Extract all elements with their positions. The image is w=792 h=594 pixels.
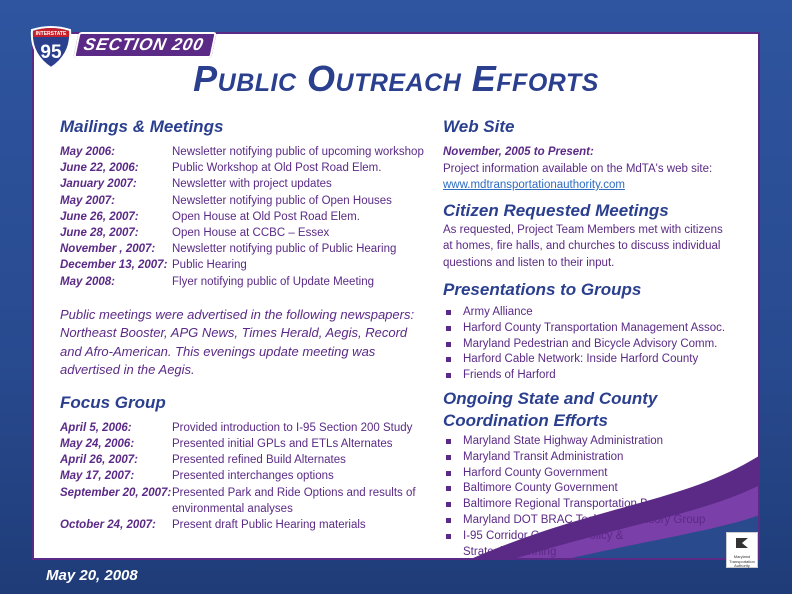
focus-entry	[60, 517, 430, 533]
list-item: Maryland Pedestrian and Bicycle Advisory Comm.	[443, 337, 733, 353]
list-item: Maryland DOT BRAC Technical Advisory Group	[443, 513, 733, 529]
shield-top-text: INTERSTATE	[35, 31, 67, 37]
list-item: Maryland Transit Administration	[443, 450, 733, 466]
entry-date: January 2007:	[60, 178, 137, 191]
entry-text: Provided introduction to I-95 Section 200 Study	[172, 421, 413, 434]
newspaper-note: Public meetings were advertised in the following newspapers: Northeast Booster, APG News, Times Herald, Aegis, Record and Afro-American. This evenings update meeting was advertised in the Aegis.	[60, 306, 415, 378]
mdta-logo-text: Maryland Transportation Authority	[729, 554, 755, 568]
entry-text: Newsletter notifying public of upcoming workshop	[172, 146, 424, 158]
left-column	[60, 116, 430, 533]
list-item: Army Alliance	[443, 305, 733, 321]
mailing-entry	[60, 144, 430, 160]
website-text: Project information available on the MdTA's web site:	[443, 162, 713, 175]
entry-text: Public Workshop at Old Post Road Elem.	[172, 162, 382, 175]
entry-date: June 28, 2007:	[60, 227, 139, 240]
focus-entry	[60, 468, 430, 484]
entry-text: Present draft Public Hearing materials	[172, 519, 366, 532]
focus-entry	[60, 436, 430, 452]
entry-date: May 2008:	[60, 275, 115, 288]
entry-date: May 2006:	[60, 146, 115, 158]
entry-text: Newsletter with project updates	[172, 178, 332, 191]
list-item: Baltimore Regional Transportation Board	[443, 497, 733, 513]
entry-text: Presented refined Build Alternates	[172, 454, 346, 467]
entry-text: Newsletter notifying public of Public Hearing	[172, 243, 397, 256]
ongoing-coordination-heading: Ongoing State and County Coordination Efforts	[443, 388, 658, 430]
entry-date: October 24, 2007:	[60, 519, 156, 532]
focus-entry	[60, 485, 430, 517]
entry-date: November , 2007:	[60, 243, 156, 256]
shield-number: 95	[40, 42, 62, 63]
ongoing-coordination-list	[443, 434, 733, 560]
entry-text: Presented initial GPLs and ETLs Alternates	[172, 438, 393, 451]
list-item: Harford County Government	[443, 466, 733, 482]
entry-date: May 17, 2007:	[60, 470, 135, 483]
entry-date: June 26, 2007:	[60, 210, 139, 223]
focus-entry	[60, 452, 430, 468]
mailing-entry	[60, 193, 430, 209]
website-link[interactable]: www.mdtransportationauthority.com	[443, 179, 625, 191]
mailing-entry	[60, 257, 430, 273]
entry-text: Newsletter notifying public of Open Houses	[172, 194, 392, 207]
focus-group-heading: Focus Group	[60, 392, 166, 412]
entry-date: May 24, 2006:	[60, 438, 135, 451]
list-item: Harford Cable Network: Inside Harford County	[443, 352, 733, 368]
mailing-entry	[60, 225, 430, 241]
list-item: Baltimore County Government	[443, 481, 733, 497]
entry-text: Flyer notifying public of Update Meeting	[172, 275, 374, 288]
entry-date: April 5, 2006:	[60, 421, 132, 434]
right-column	[443, 116, 733, 560]
entry-date: May 2007:	[60, 194, 115, 207]
entry-date: June 22, 2006:	[60, 162, 139, 175]
entry-date: December 13, 2007:	[60, 259, 168, 272]
list-item: Friends of Harford	[443, 368, 733, 384]
entry-text: Presented Park and Ride Options and results of environmental analyses	[172, 486, 416, 515]
list-item: Maryland State Highway Administration	[443, 434, 733, 450]
entry-date: September 20, 2007:	[60, 486, 172, 499]
entry-date: April 26, 2007:	[60, 454, 138, 467]
footer-date: May 20, 2008	[46, 567, 138, 584]
website-block	[443, 144, 733, 194]
citizen-meetings-heading: Citizen Requested Meetings	[443, 200, 669, 220]
page-title: Public Outreach Efforts	[193, 58, 599, 99]
mailing-entry	[60, 160, 430, 176]
mailing-entry	[60, 209, 430, 225]
mdta-emblem-icon	[734, 536, 750, 550]
mailings-heading: Mailings & Meetings	[60, 117, 224, 136]
mailings-list	[60, 144, 430, 290]
entry-text: Public Hearing	[172, 259, 247, 272]
mailing-entry	[60, 241, 430, 257]
mdta-logo	[726, 532, 758, 568]
mailing-entry	[60, 176, 430, 192]
presentations-heading: Presentations to Groups	[443, 280, 642, 299]
entry-text: Open House at Old Post Road Elem.	[172, 210, 360, 223]
website-heading: Web Site	[443, 117, 515, 136]
presentations-list	[443, 305, 733, 384]
list-item: Harford County Transportation Management Assoc.	[443, 321, 733, 337]
entry-text: Open House at CCBC – Essex	[172, 227, 330, 240]
citizen-meetings-text: As requested, Project Team Members met with citizens at homes, fire halls, and churches to discuss individual questions and listen to their input.	[443, 223, 723, 269]
focus-group-list	[60, 420, 430, 533]
section-200-logo: SECTION 200	[73, 32, 216, 58]
list-item: I-95 Corridor Coalition: Policy & Strategic Planning	[443, 529, 633, 561]
website-date: November, 2005 to Present:	[443, 146, 594, 158]
focus-entry	[60, 420, 430, 436]
entry-text: Presented interchanges options	[172, 470, 334, 483]
mailing-entry	[60, 274, 430, 290]
